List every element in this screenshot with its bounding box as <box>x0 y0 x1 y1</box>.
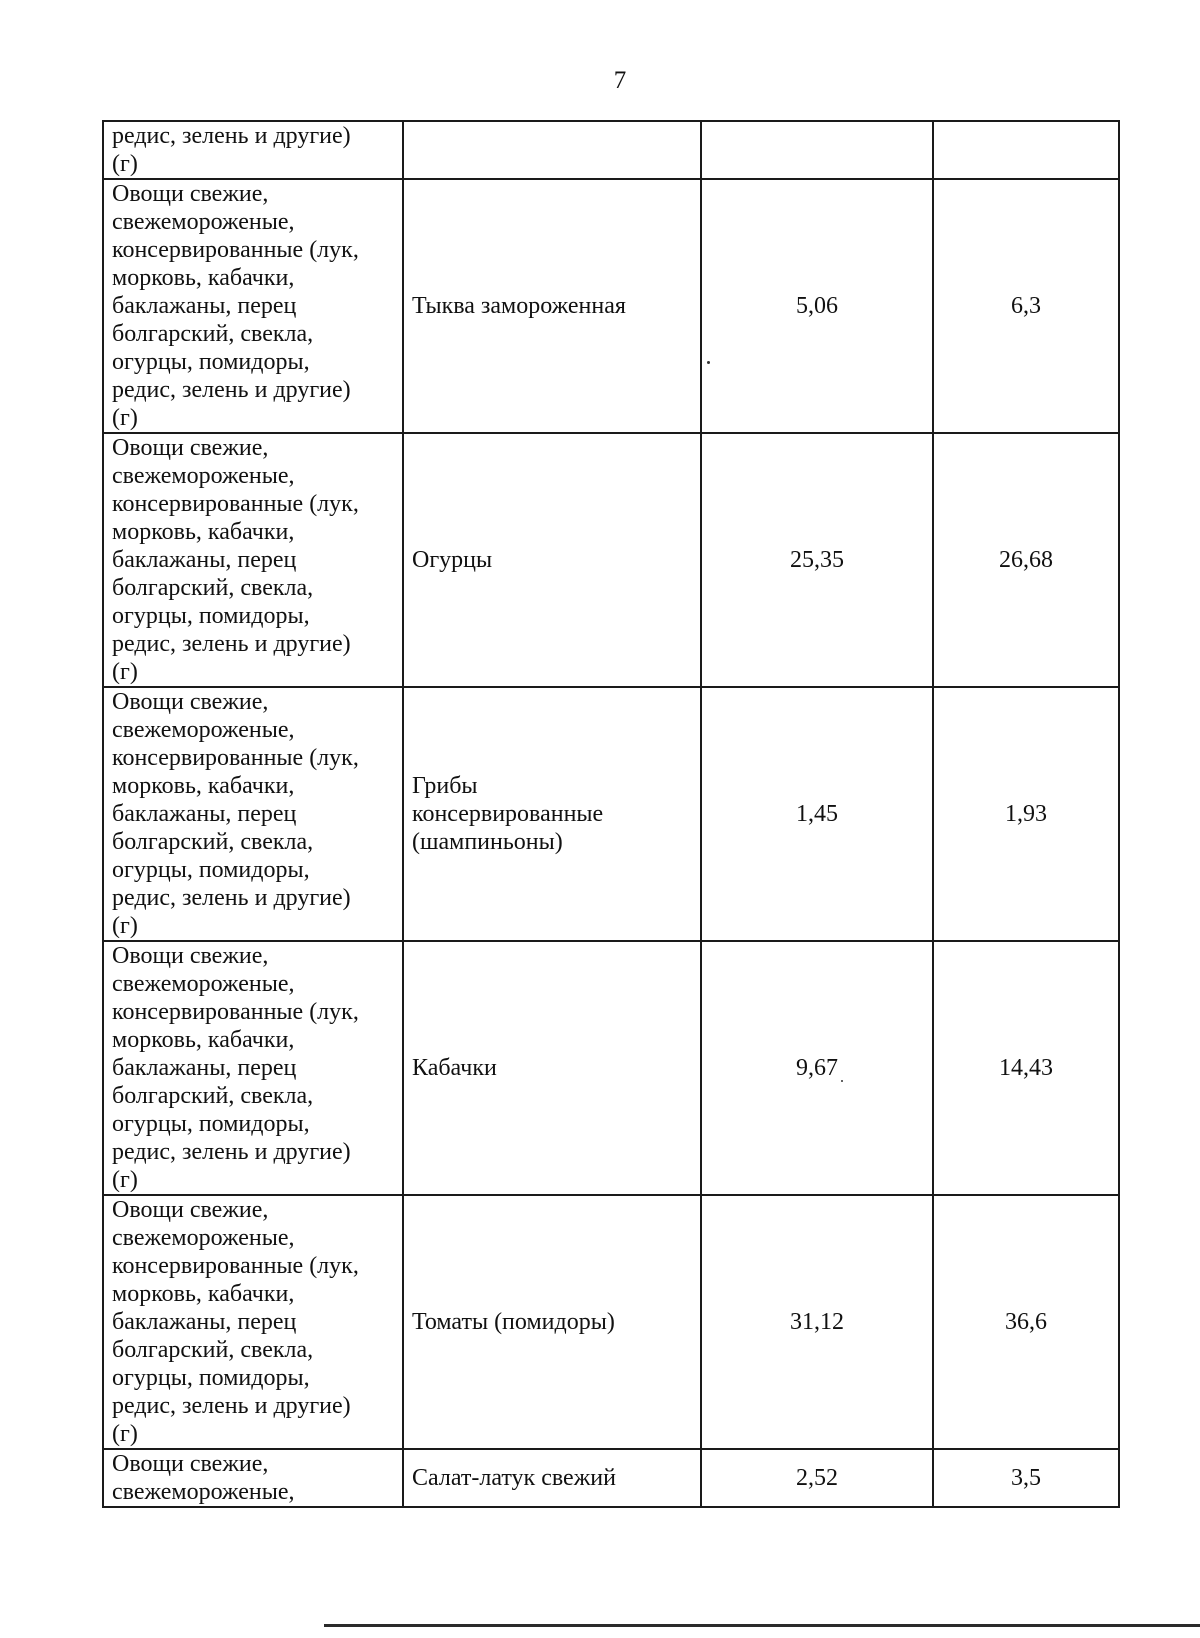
category-cell <box>103 1195 403 1449</box>
category-cell-text: Овощи свежие, свежемороженые, консервированные (лук, морковь, кабачки, баклажаны, перец болгарский, свекла, огурцы, помидоры, редис, зелень и другие) (г) <box>112 689 359 939</box>
category-cell <box>103 687 403 941</box>
category-cell-text: редис, зелень и другие) (г) <box>112 123 351 177</box>
value1-cell <box>701 941 933 1195</box>
value2-cell-text: 1,93 <box>1005 801 1047 827</box>
table-row <box>103 1195 1119 1449</box>
value2-cell <box>933 179 1119 433</box>
product-cell-text: Кабачки <box>412 1055 497 1081</box>
value2-cell <box>933 1449 1119 1507</box>
value2-cell <box>933 433 1119 687</box>
value1-cell-text: 9,67 <box>796 1055 838 1081</box>
product-cell <box>403 179 701 433</box>
value1-cell <box>701 687 933 941</box>
scan-edge-line <box>324 1624 1200 1627</box>
category-cell <box>103 433 403 687</box>
product-cell-text: Грибы консервированные (шампиньоны) <box>412 773 604 855</box>
table-row <box>103 1449 1119 1507</box>
value2-cell-text: 14,43 <box>999 1055 1053 1081</box>
product-cell-text: Томаты (помидоры) <box>412 1309 615 1335</box>
table-row <box>103 433 1119 687</box>
value1-cell-text: 31,12 <box>790 1309 844 1335</box>
value1-cell <box>701 433 933 687</box>
value2-cell-text: 3,5 <box>1011 1465 1041 1491</box>
value1-cell <box>701 179 933 433</box>
value1-cell-text: 25,35 <box>790 547 844 573</box>
scan-speck <box>707 361 710 364</box>
value1-cell-text: 5,06 <box>796 293 838 319</box>
value2-cell <box>933 1195 1119 1449</box>
food-norms-table <box>102 120 1120 1508</box>
category-cell-text: Овощи свежие, свежемороженые, консервированные (лук, морковь, кабачки, баклажаны, перец болгарский, свекла, огурцы, помидоры, редис, зелень и другие) (г) <box>112 943 359 1193</box>
value2-cell-text: 6,3 <box>1011 293 1041 319</box>
category-cell-text: Овощи свежие, свежемороженые, консервированные (лук, морковь, кабачки, баклажаны, перец болгарский, свекла, огурцы, помидоры, редис, зелень и другие) (г) <box>112 435 359 685</box>
product-cell <box>403 121 701 179</box>
table-row <box>103 179 1119 433</box>
product-cell <box>403 433 701 687</box>
page-number: 7 <box>613 67 627 94</box>
value1-cell-text: 1,45 <box>796 801 838 827</box>
table-row <box>103 687 1119 941</box>
category-cell <box>103 179 403 433</box>
product-cell <box>403 687 701 941</box>
table-body <box>103 121 1119 1507</box>
table-row <box>103 121 1119 179</box>
category-cell <box>103 941 403 1195</box>
category-cell-text: Овощи свежие, свежемороженые, консервированные (лук, морковь, кабачки, баклажаны, перец болгарский, свекла, огурцы, помидоры, редис, зелень и другие) (г) <box>112 1197 359 1447</box>
value2-cell-text: 26,68 <box>999 547 1053 573</box>
product-cell-text: Салат-латук свежий <box>412 1465 616 1491</box>
table-row <box>103 941 1119 1195</box>
category-cell-text: Овощи свежие, свежемороженые, консервированные (лук, морковь, кабачки, баклажаны, перец болгарский, свекла, огурцы, помидоры, редис, зелень и другие) (г) <box>112 181 359 431</box>
value1-cell <box>701 121 933 179</box>
product-cell-text: Тыква замороженная <box>412 293 626 319</box>
product-cell <box>403 1195 701 1449</box>
value1-cell-text: 2,52 <box>796 1465 838 1491</box>
product-cell <box>403 941 701 1195</box>
value2-cell-text: 36,6 <box>1005 1309 1047 1335</box>
value2-cell <box>933 941 1119 1195</box>
product-cell-text: Огурцы <box>412 547 493 573</box>
value1-cell <box>701 1195 933 1449</box>
category-cell <box>103 121 403 179</box>
product-cell <box>403 1449 701 1507</box>
value1-cell <box>701 1449 933 1507</box>
category-cell-text: Овощи свежие, свежемороженые, <box>112 1451 295 1505</box>
category-cell <box>103 1449 403 1507</box>
value2-cell <box>933 687 1119 941</box>
scan-speck <box>841 1080 843 1082</box>
value2-cell <box>933 121 1119 179</box>
